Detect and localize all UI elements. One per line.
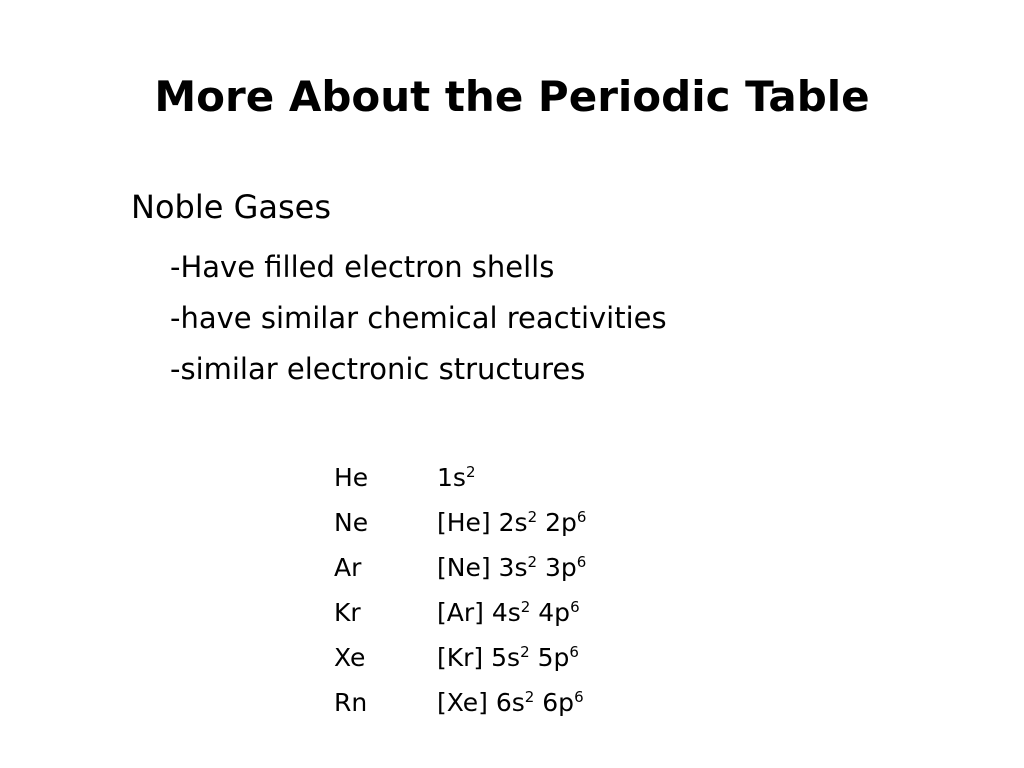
element-symbol: Ar (334, 553, 362, 582)
p-orbital-exponent: 6 (570, 598, 580, 616)
s-orbital: 6s (495, 688, 525, 717)
table-row (334, 455, 586, 500)
element-symbol: Xe (334, 643, 366, 672)
element-symbol: Ne (334, 508, 369, 537)
element-symbol: He (334, 463, 369, 492)
table-row (334, 500, 586, 545)
table-row (334, 590, 586, 635)
p-orbital-exponent: 6 (574, 688, 584, 706)
table-row (334, 635, 586, 680)
s-orbital-exponent: 2 (520, 643, 530, 661)
p-orbital: 3p (537, 553, 577, 582)
s-orbital-exponent: 2 (524, 688, 535, 706)
electron-configuration (437, 455, 586, 500)
s-orbital: 1s (437, 463, 466, 492)
bullet-item: -Have filled electron shells (170, 250, 555, 284)
s-orbital-exponent: 2 (527, 508, 538, 526)
electron-configuration (437, 680, 586, 725)
electron-configuration (437, 545, 586, 590)
s-orbital-exponent: 2 (465, 463, 476, 481)
p-orbital: 5p (529, 643, 570, 672)
bullet-item: -similar electronic structures (170, 352, 586, 386)
s-orbital-exponent: 2 (527, 553, 538, 571)
p-orbital: 4p (530, 598, 571, 627)
p-orbital: 6p (534, 688, 575, 717)
electron-configuration (437, 635, 586, 680)
s-orbital: 5s (491, 643, 521, 672)
slide-title: More About the Periodic Table (154, 72, 870, 121)
electron-configuration (437, 500, 586, 545)
bullet-list (170, 242, 667, 395)
element-symbol: Kr (334, 598, 361, 627)
electron-configuration-table (334, 455, 586, 725)
table-row (334, 680, 586, 725)
element-symbol: Rn (334, 688, 368, 717)
core-notation: [Ne] (437, 553, 499, 582)
electron-configuration (437, 590, 586, 635)
table-row (334, 545, 586, 590)
section-heading: Noble Gases (131, 188, 332, 226)
bullet-item: -have similar chemical reactivities (170, 301, 667, 335)
core-notation: [He] (437, 508, 499, 537)
s-orbital: 4s (491, 598, 521, 627)
p-orbital-exponent: 6 (576, 508, 587, 526)
core-notation: [Xe] (437, 688, 496, 717)
s-orbital: 3s (498, 553, 528, 582)
p-orbital-exponent: 6 (569, 643, 579, 661)
core-notation: [Kr] (437, 643, 492, 672)
s-orbital-exponent: 2 (520, 598, 531, 616)
p-orbital: 2p (537, 508, 577, 537)
p-orbital-exponent: 6 (576, 553, 587, 571)
core-notation: [Ar] (437, 598, 492, 627)
s-orbital: 2s (498, 508, 528, 537)
